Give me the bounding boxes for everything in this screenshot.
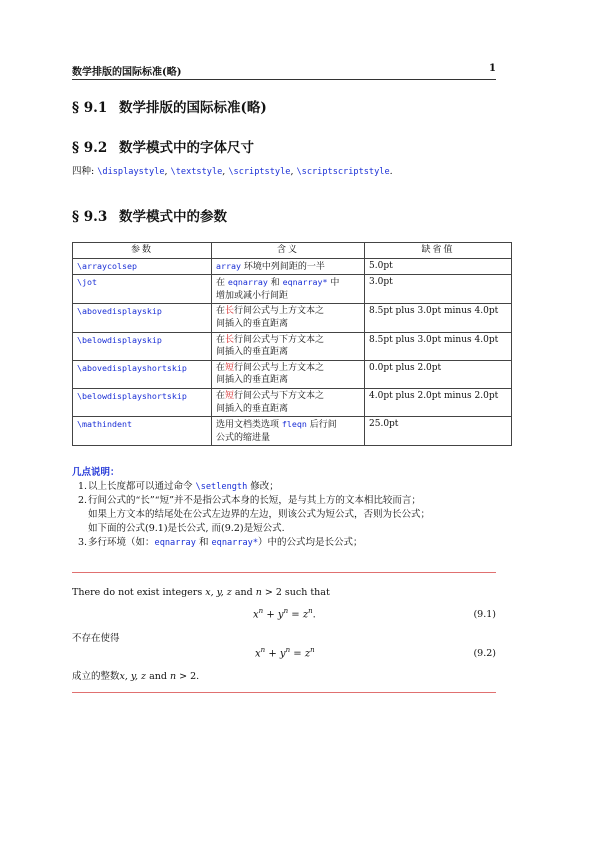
column-header-param: 参数 [73,243,212,259]
code-term: array [216,260,241,271]
param-default: 3.0pt [365,275,512,304]
meaning-text: 在 [216,334,226,345]
param-default: 0.0pt plus 2.0pt [365,360,512,388]
section-title: 数学模式中的字体尺寸 [119,140,254,156]
code-term: eqnarray* [211,538,259,548]
example-text: 成立的整数 [72,671,120,682]
table-row [73,388,512,416]
math-exp: n [308,607,313,615]
meaning-text: 和 [267,278,283,289]
param-meaning [212,258,365,275]
table-row [73,360,512,388]
style-displaystyle: \displaystyle [97,167,165,177]
meaning-text: 增加或减小行间距 [216,290,289,301]
math-var: z [302,609,309,621]
param-default: 4.0pt plus 2.0pt minus 2.0pt [365,388,512,416]
example-line-3 [72,668,199,682]
table-row [73,304,512,332]
header-rule [72,79,496,80]
example-line-1 [72,587,330,598]
section-heading-9-3 [72,205,227,225]
highlight-term: 短 [225,362,235,373]
example-text: > 2 such that [261,587,330,598]
section-number: § 9.3 [72,209,108,225]
table-row [73,417,512,446]
item-text [88,536,430,550]
math-op: = [288,609,303,621]
note-text: 和 [195,537,212,548]
param-name: \abovedisplayshortskip [73,360,212,388]
list-item [78,480,430,494]
meaning-text: 行间公式与上方文本之 [234,362,325,373]
example-text: There do not exist integers [72,587,206,598]
param-default: 25.0pt [365,417,512,446]
math-styles-line [72,163,393,177]
math-op: = [290,648,305,660]
meaning-text: 行间公式与下方文本之 [234,390,325,401]
separator: , [164,166,171,177]
param-name: \belowdisplayskip [73,332,212,360]
param-meaning [212,275,365,304]
param-meaning [212,388,365,416]
code-term: fleqn [281,419,307,430]
section-title: 数学排版的国际标准(略) [119,100,267,116]
param-default: 5.0pt [365,258,512,275]
style-scriptscriptstyle: \scriptscriptstyle [296,167,390,177]
math-var: y [279,648,286,660]
math-op: + [265,648,280,660]
param-name: \abovedisplayskip [73,304,212,332]
list-item [78,536,430,550]
style-scriptstyle: \scriptstyle [228,167,291,177]
section-number: § 9.2 [72,140,108,156]
meaning-text: 间插入的垂直距离 [216,403,289,414]
parameters-table [72,242,512,446]
code-term: \setlength [195,482,248,492]
notes-list [78,480,430,550]
meaning-text: 中 [327,278,340,289]
example-bottom-rule [72,692,496,693]
separator: , [290,166,297,177]
math-op: + [263,609,278,621]
table-header-row [73,243,512,259]
math-var: x [253,609,259,621]
note-text: 行间公式的“长”“短”并不是指公式本身的长短，是与其上方的文本相比较而言； [88,495,421,506]
item-number: 3. [78,537,88,548]
math-vars: x, y, z [205,587,232,598]
param-name: \belowdisplayshortskip [73,388,212,416]
period: . [389,166,393,177]
param-meaning [212,360,365,388]
example-text: and [146,671,170,682]
table-row [73,332,512,360]
meaning-text: 公式的缩进量 [216,432,271,443]
meaning-text: 在 [216,362,226,373]
section-title: 数学模式中的参数 [119,209,227,225]
note-text: 多行环境（如： [88,537,155,548]
code-term: eqnarray [227,277,268,288]
example-text: and [231,587,256,598]
math-op: . [312,609,316,621]
highlight-term: 长 [225,334,235,345]
equation-9-1 [253,607,316,620]
meaning-text: 间插入的垂直距离 [216,318,289,329]
meaning-text: 在 [216,390,226,401]
param-meaning [212,304,365,332]
math-var: n [255,587,262,598]
param-default: 8.5pt plus 3.0pt minus 4.0pt [365,304,512,332]
highlight-term: 短 [225,390,235,401]
styles-prefix: 四种: [72,166,98,177]
section-heading-9-1 [72,96,267,116]
equation-number-9-1: (9.1) [473,609,496,620]
section-number: § 9.1 [72,100,108,116]
math-exp: n [283,607,289,615]
meaning-text: 行间公式与上方文本之 [234,306,325,317]
math-var: z [304,648,311,660]
meaning-text: 环境中列间距的一半 [240,261,325,272]
equation-number-9-2: (9.2) [473,648,496,659]
param-name: \mathindent [73,417,212,446]
equation-9-2 [255,646,315,659]
math-var: n [169,671,177,682]
item-number: 2. [78,495,88,506]
math-vars: x, y, z [119,671,147,682]
math-exp: n [260,646,266,654]
item-text [88,480,430,494]
item-number: 1. [78,481,88,492]
note-text: 如下面的公式(9.1)是长公式, 而(9.2)是短公式. [88,523,285,534]
meaning-text: 间插入的垂直距离 [216,375,289,386]
table-row [73,258,512,275]
param-meaning [212,417,365,446]
separator: , [222,166,229,177]
highlight-term: 长 [225,306,235,317]
example-text: > 2. [176,671,200,682]
example-top-rule [72,572,496,573]
page-number: 1 [489,63,496,74]
meaning-text: 间插入的垂直距离 [216,347,289,358]
column-header-meaning: 含义 [212,243,365,259]
note-text: 如果上方文本的结尾处在公式左边界的左边，则该公式为短公式，否则为长公式； [88,509,431,520]
code-term: eqnarray [154,538,196,548]
note-text: 以上长度都可以通过命令 [88,481,196,492]
section-heading-9-2 [72,136,254,156]
param-default: 8.5pt plus 3.0pt minus 4.0pt [365,332,512,360]
math-exp: n [310,646,315,654]
note-text: 修改； [247,481,279,492]
meaning-text: 行间公式与下方文本之 [234,334,325,345]
column-header-default: 缺省值 [365,243,512,259]
math-exp: n [285,646,291,654]
math-var: x [255,648,261,660]
param-name: \arraycolsep [73,258,212,275]
style-textstyle: \textstyle [170,167,223,177]
code-term: eqnarray* [282,277,328,288]
notes-title: 几点说明： [72,467,120,478]
meaning-text: 在 [216,278,228,289]
example-line-2: 不存在使得 [72,633,120,644]
meaning-text: 选用文档类选项 [216,420,282,431]
meaning-text: 后行间 [306,420,337,431]
meaning-text: 在 [216,306,226,317]
param-meaning [212,332,365,360]
param-name: \jot [73,275,212,304]
list-item [78,494,430,536]
note-text: ）中的公式均是长公式； [258,537,363,548]
header-title: 数学排版的国际标准(略) [72,67,182,78]
table-row [73,275,512,304]
running-header [72,63,496,77]
math-exp: n [258,607,264,615]
math-var: y [277,609,284,621]
